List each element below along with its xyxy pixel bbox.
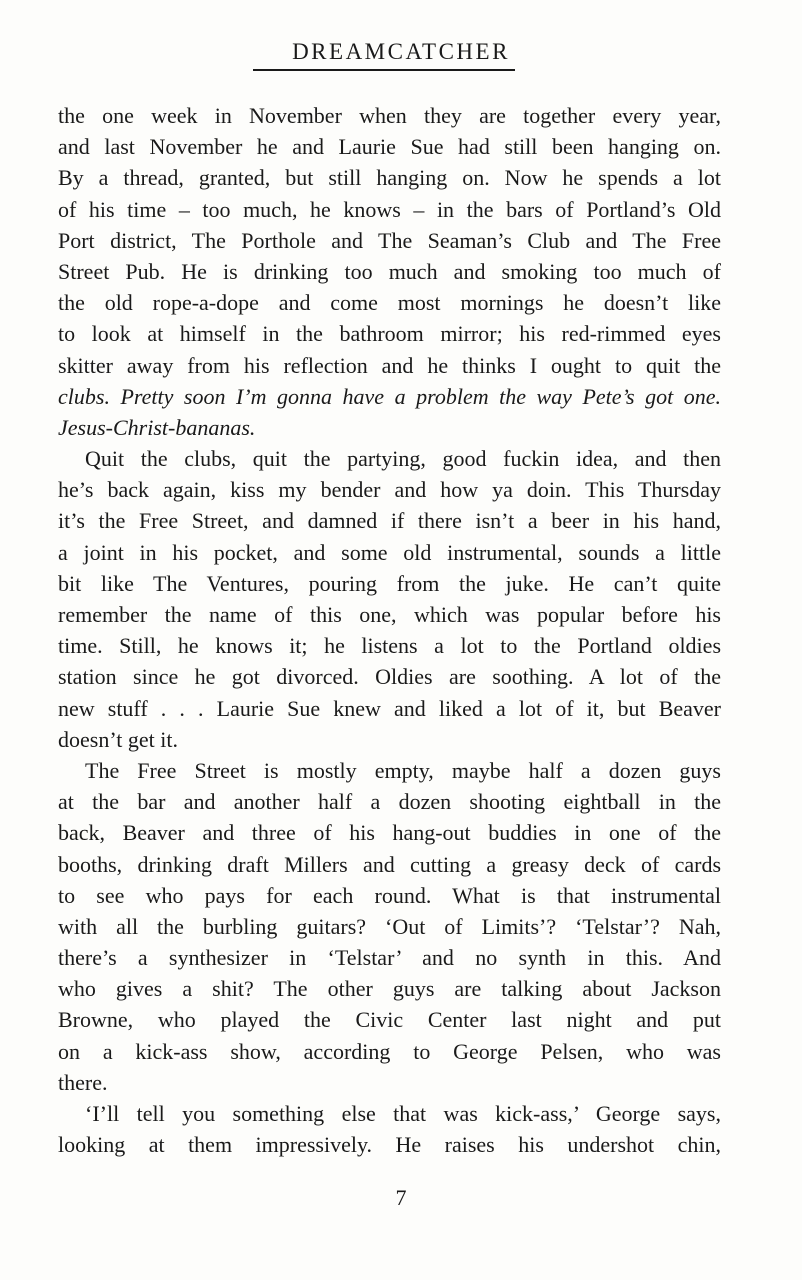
text-line: a joint in his pocket, and some old instrumental, sounds a little <box>58 539 721 565</box>
text-line: who gives a shit? The other guys are talking about Jackson <box>58 976 721 1002</box>
text-line: station since he got divorced. Oldies are soothing. A lot of the <box>58 664 721 690</box>
text-line: he’s back again, kiss my bender and how ya doin. This Thursday <box>58 477 721 503</box>
page-number: 7 <box>395 1185 407 1210</box>
text-line: the one week in November when they are together every year, <box>58 103 721 128</box>
text-line: looking at them impressively. He raises his undershot chin, <box>58 1132 721 1158</box>
text-line: there. <box>58 1069 108 1095</box>
text-line: with all the burbling guitars? ‘Out of Limits’? ‘Telstar’? Nah, <box>58 913 721 939</box>
text-line: booths, drinking draft Millers and cutting a greasy deck of cards <box>58 851 721 877</box>
text-line: bit like The Ventures, pouring from the juke. He can’t quite <box>58 570 721 596</box>
text-line: Jesus-Christ-bananas. <box>58 414 256 440</box>
text-line: to look at himself in the bathroom mirror; his red-rimmed eyes <box>58 321 721 347</box>
text-line: the old rope-a-dope and come most mornings he doesn’t like <box>58 290 721 316</box>
text-line: Port district, The Porthole and The Seaman’s Club and The Free <box>58 227 721 253</box>
text-line: time. Still, he knows it; he listens a lot to the Portland oldies <box>58 633 721 659</box>
text-line: The Free Street is mostly empty, maybe half a dozen guys <box>85 757 721 783</box>
text-line: skitter away from his reflection and he thinks I ought to quit the <box>58 352 721 378</box>
text-line: and last November he and Laurie Sue had still been hanging on. <box>58 134 721 160</box>
text-line: Browne, who played the Civic Center last night and put <box>58 1007 721 1033</box>
text-line: it’s the Free Street, and damned if there isn’t a beer in his hand, <box>58 508 721 534</box>
text-line: doesn’t get it. <box>58 726 178 752</box>
running-head-rule <box>253 69 515 71</box>
text-line: Quit the clubs, quit the partying, good fuckin idea, and then <box>85 446 721 472</box>
running-head: DREAMCATCHER <box>292 39 510 64</box>
text-line: By a thread, granted, but still hanging on. Now he spends a lot <box>58 165 721 191</box>
text-line: on a kick-ass show, according to George Pelsen, who was <box>58 1038 721 1064</box>
body-text <box>58 100 721 1160</box>
text-line: there’s a synthesizer in ‘Telstar’ and no synth in this. And <box>58 945 721 971</box>
text-line: new stuff . . . Laurie Sue knew and liked a lot of it, but Beaver <box>58 695 721 721</box>
text-line: ‘I’ll tell you something else that was kick-ass,’ George says, <box>85 1101 721 1126</box>
text-line: back, Beaver and three of his hang-out buddies in one of the <box>58 820 721 846</box>
text-line: of his time – too much, he knows – in the bars of Portland’s Old <box>58 196 721 222</box>
text-line: clubs. Pretty soon I’m gonna have a problem the way Pete’s got one. <box>58 383 721 409</box>
text-line: to see who pays for each round. What is that instrumental <box>58 882 721 908</box>
text-line: Street Pub. He is drinking too much and smoking too much of <box>58 258 721 284</box>
text-line: remember the name of this one, which was popular before his <box>58 602 721 627</box>
text-line: at the bar and another half a dozen shooting eightball in the <box>58 789 721 815</box>
